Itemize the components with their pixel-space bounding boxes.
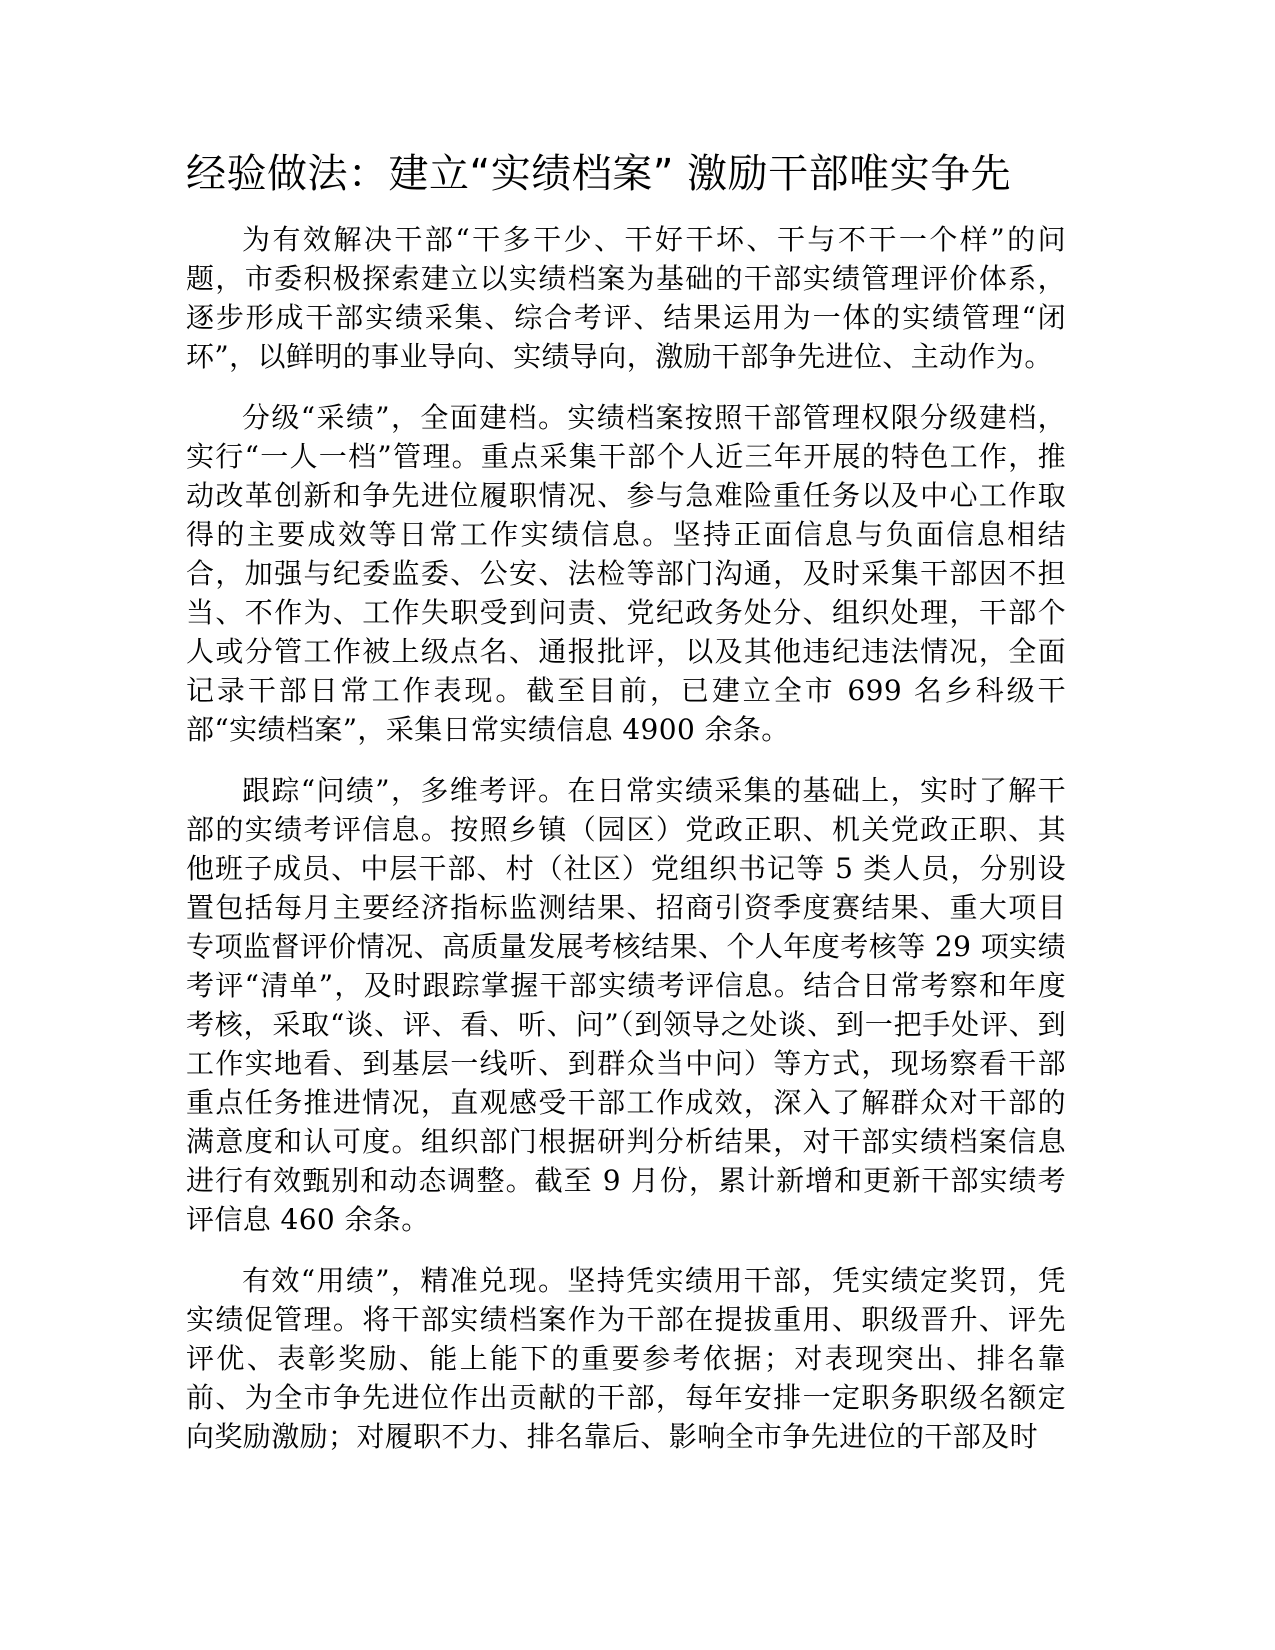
document-title: 经验做法：建立“实绩档案” 激励干部唯实争先 [186,151,1012,197]
paragraph-track-evaluation: 跟踪“问绩”，多维考评。在日常实绩采集的基础上，实时了解干部的实绩考评信息。按照乡镇（园区）党政正职、机关党政正职、其他班子成员、中层干部、村（社区）党组织书记等 5 类人员，分别设置包括每月主要经济指标监测结果、招商引资季度赛结果、重大项目专项监督评价情况、高质量发展考核结果、个人年度考核等 29 项实绩考评“清单”，及时跟踪掌握干部实绩考评信息。结合日常考察和年度考核，采取“谈、评、看、听、问”（到领导之处谈、到一把手处评、到工作实地看、到基层一线听、到群众当中问）等方式，现场察看干部重点任务推进情况，直观感受干部工作成效，深入了解群众对干部的满意度和认可度。组织部门根据研判分析结果，对干部实绩档案信息进行有效甄别和动态调整。截至 9 月份，累计新增和更新干部实绩考评信息 460 余条。 [186,774,1066,1236]
paragraph-intro: 为有效解决干部“干多干少、干好干坏、干与不干一个样”的问题，市委积极探索建立以实绩档案为基础的干部实绩管理评价体系，逐步形成干部实绩采集、综合考评、结果运用为一体的实绩管理“闭环”，以鲜明的事业导向、实绩导向，激励干部争先进位、主动作为。 [186,223,1066,373]
paragraph-collect-records: 分级“采绩”，全面建档。实绩档案按照干部管理权限分级建档，实行“一人一档”管理。重点采集干部个人近三年开展的特色工作，推动改革创新和争先进位履职情况、参与急难险重任务以及中心工作取得的主要成效等日常工作实绩信息。坚持正面信息与负面信息相结合，加强与纪委监委、公安、法检等部门沟通，及时采集干部因不担当、不作为、工作失职受到问责、党纪政务处分、组织处理，干部个人或分管工作被上级点名、通报批评，以及其他违纪违法情况，全面记录干部日常工作表现。截至目前，已建立全市 699 名乡科级干部“实绩档案”，采集日常实绩信息 4900 余条。 [186,401,1066,746]
document-body [186,220,1066,1478]
paragraph-use-results: 有效“用绩”，精准兑现。坚持凭实绩用干部，凭实绩定奖罚，凭实绩促管理。将干部实绩档案作为干部在提拔重用、职级晋升、评先评优、表彰奖励、能上能下的重要参考依据；对表现突出、排名靠前、为全市争先进位作出贡献的干部，每年安排一定职务职级名额定向奖励激励；对履职不力、排名靠后、影响全市争先进位的干部及时 [186,1264,1066,1453]
